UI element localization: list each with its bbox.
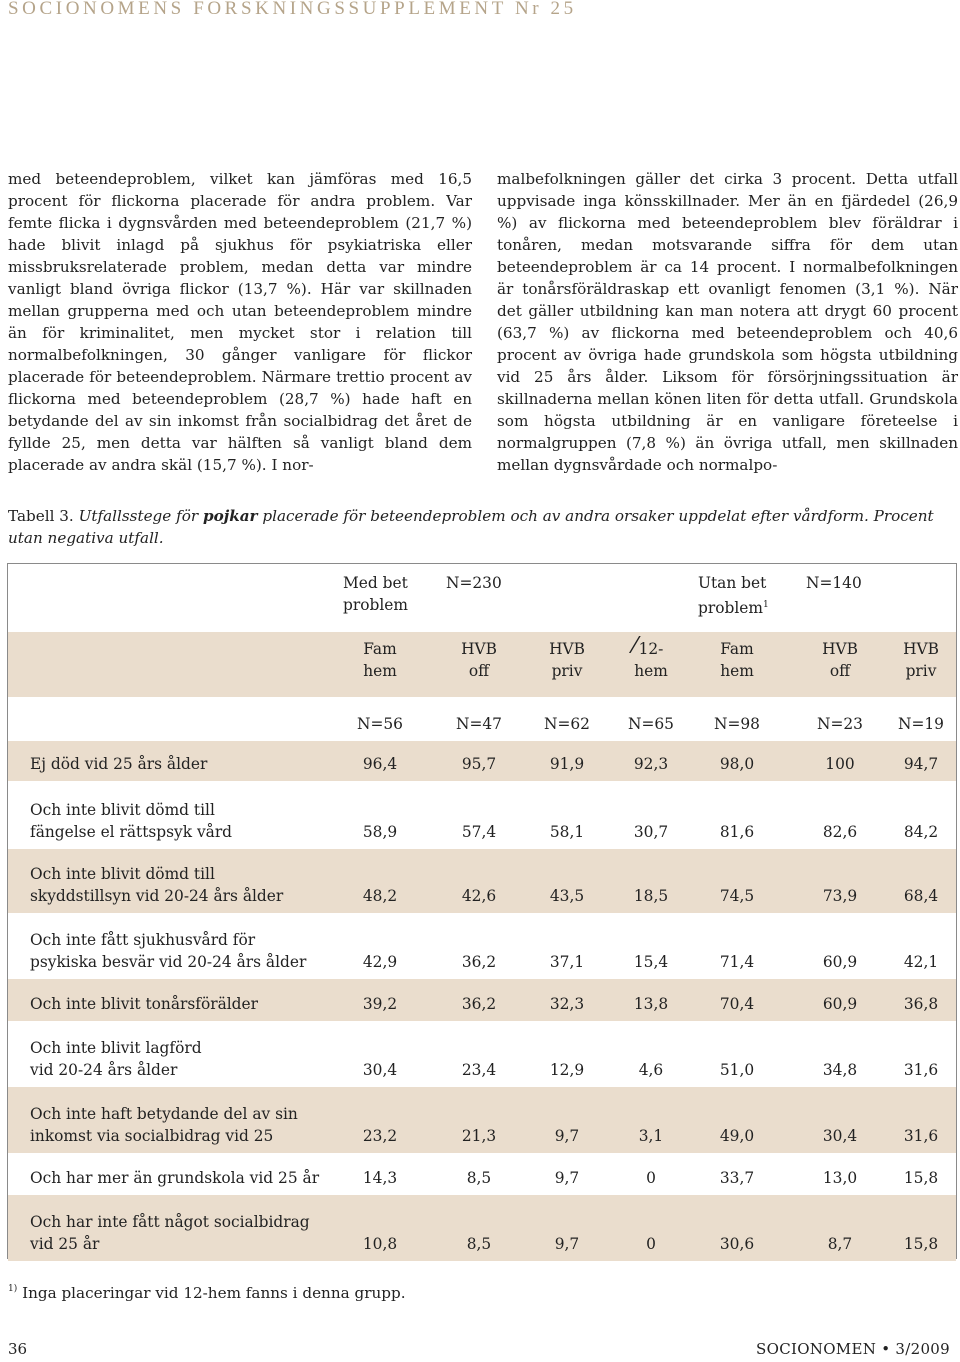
value-cell: 42,6 — [461, 887, 497, 905]
column-footnote-ref: ⁄ — [633, 634, 637, 659]
value-cell: 13,0 — [822, 1169, 858, 1187]
caption-emphasis: pojkar — [202, 507, 258, 525]
value-cell: 81,6 — [719, 823, 755, 841]
value-cell: 9,7 — [554, 1235, 580, 1253]
value-cell: 49,0 — [719, 1127, 755, 1145]
table-row — [8, 741, 956, 781]
value-cell: 92,3 — [633, 755, 669, 773]
row-label — [30, 863, 330, 907]
body-text-left-column: med beteendeproblem, vilket kan jämföras med 16,5 procent för flickorna placerade för andra problem. Var femte flicka i dygnsvården med beteendeproblem (21,7 %) hade blivit inlagd på sjukhus för psykiatriska eller missbruksrelaterade problem, medan detta var mindre vanligt bland övriga flickor (13,7 %). Här var skillnaden mellan grupperna med och utan beteendeproblem mindre än för kriminalitet, men mycket stor i relation till normalbefolkningen, 30 gånger vanligare för flickor placerade för beteendeproblem. Närmare trettio procent av flickorna med beteendeproblem (28,7 %) hade haft en betydande del av sin inkomst från socialbidrag det året de fyllde 25, men detta var hälften så vanligt bland dem placerade av andra skäl (15,7 %). I nor- — [8, 170, 472, 474]
value-cell: 84,2 — [903, 823, 939, 841]
row-label — [30, 1167, 330, 1189]
value-cell: 21,3 — [461, 1127, 497, 1145]
table-row — [8, 849, 956, 913]
value-cell: 82,6 — [822, 823, 858, 841]
row-label-line2: skyddstillsyn vid 20-24 års ålder — [30, 887, 284, 905]
running-head-text: SOCIONOMENS FORSKNINGSSUPPLEMENT Nr 25 — [8, 0, 577, 19]
sample-size-row — [8, 697, 956, 741]
body-text-right-column: malbefolkningen gäller det cirka 3 procent. Detta utfall uppvisade inga könsskillnader. Mer än en fjärdedel (26,9 %) av flickorna med beteendeproblem blev föräldrar i tonåren, medan motsvarande siffra för dem utan beteendeproblem är ca 14 procent. I normalbefolkningen är tonårsföräldraskap ett ovanligt fenomen (3,1 %). När det gäller utbildning kan man notera att drygt 60 procent (63,7 %) av flickorna med beteendeproblem och 40,6 procent av övriga hade grundskola som högsta utbildning vid 25 års ålder. Liksom för försörjningssituation är skillnaderna mellan könen liten för detta utfall. Grundskola som högsta utbildning är en vanligare företeelse i normalgruppen (7,8 %) än övriga utfall, men skillnaden mellan dygnsvårdade och normalpo- — [497, 170, 958, 474]
value-cell: 74,5 — [719, 887, 755, 905]
value-cell: 14,3 — [362, 1169, 398, 1187]
value-cell: 31,6 — [903, 1061, 939, 1079]
table-row — [8, 1153, 956, 1195]
value-cell: 48,2 — [362, 887, 398, 905]
value-cell: 33,7 — [719, 1169, 755, 1187]
group-with-problem-n: N=230 — [446, 574, 502, 592]
table-row — [8, 979, 956, 1021]
row-label-line1: Och har inte fått något socialbidrag — [30, 1213, 310, 1231]
value-cell: 23,2 — [362, 1127, 398, 1145]
page-number: 36 — [8, 1340, 28, 1358]
value-cell: 30,7 — [633, 823, 669, 841]
row-label-line2: vid 25 år — [30, 1235, 100, 1253]
value-cell: 70,4 — [719, 995, 755, 1013]
group-header-row — [8, 564, 956, 632]
value-cell: 18,5 — [633, 887, 669, 905]
value-cell: 43,5 — [549, 887, 585, 905]
value-cell: 15,8 — [903, 1169, 939, 1187]
value-cell: 57,4 — [461, 823, 497, 841]
column-header-4 — [611, 634, 691, 682]
value-cell: 58,1 — [549, 823, 585, 841]
column-header-6 — [800, 638, 880, 682]
outcome-table — [7, 563, 957, 1259]
row-label-line2: inkomst via socialbidrag vid 25 — [30, 1127, 274, 1145]
column-header-line2: hem — [720, 662, 754, 680]
value-cell: 8,5 — [466, 1235, 492, 1253]
value-cell: 95,7 — [461, 755, 497, 773]
row-label — [30, 799, 330, 843]
column-header-line1: HVB — [903, 640, 939, 658]
column-header-5 — [697, 638, 777, 682]
sample-size-cell: N=19 — [898, 715, 944, 733]
value-cell: 71,4 — [719, 953, 755, 971]
table-row — [8, 1021, 956, 1087]
journal-issue: SOCIONOMEN • 3/2009 — [756, 1340, 950, 1358]
row-label-line2: vid 20-24 års ålder — [30, 1061, 178, 1079]
column-header-line2: hem — [363, 662, 397, 680]
value-cell: 94,7 — [903, 755, 939, 773]
value-cell: 32,3 — [549, 995, 585, 1013]
value-cell: 51,0 — [719, 1061, 755, 1079]
row-label-line1: Och inte blivit dömd till — [30, 801, 215, 819]
sample-size-cell: N=47 — [456, 715, 502, 733]
value-cell: 36,2 — [461, 995, 497, 1013]
column-header-line2: priv — [551, 662, 583, 680]
value-cell: 13,8 — [633, 995, 669, 1013]
value-cell: 73,9 — [822, 887, 858, 905]
column-header-line1: HVB — [461, 640, 497, 658]
row-label-line1: Och inte haft betydande del av sin — [30, 1105, 298, 1123]
group-with-problem-label-line2: problem — [343, 596, 408, 614]
sample-size-cell: N=23 — [817, 715, 863, 733]
value-cell: 8,7 — [827, 1235, 853, 1253]
row-label — [30, 1103, 330, 1147]
column-header-line1: Fam — [720, 640, 754, 658]
value-cell: 39,2 — [362, 995, 398, 1013]
column-header-3 — [527, 638, 607, 682]
group-without-problem-label-line2: problem$^1$ — [698, 599, 769, 617]
group-with-problem-label-line1: Med bet — [343, 574, 408, 592]
table-row — [8, 1195, 956, 1261]
value-cell: 100 — [825, 755, 855, 773]
value-cell: 9,7 — [554, 1169, 580, 1187]
value-cell: 68,4 — [903, 887, 939, 905]
sample-size-cell: N=62 — [544, 715, 590, 733]
row-label-line1: Och inte fått sjukhusvård för — [30, 931, 256, 949]
value-cell: 3,1 — [638, 1127, 664, 1145]
row-label-line2: fängelse el rättspsyk vård — [30, 823, 233, 841]
caption-label: Tabell 3. — [8, 507, 74, 525]
value-cell: 0 — [646, 1169, 656, 1187]
column-header-line2: off — [829, 662, 851, 680]
value-cell: 8,5 — [466, 1169, 492, 1187]
sample-size-cell: N=98 — [714, 715, 760, 733]
caption-text-start: Utfallsstege för — [78, 507, 199, 525]
value-cell: 10,8 — [362, 1235, 398, 1253]
value-cell: 36,2 — [461, 953, 497, 971]
column-header-line1: HVB — [549, 640, 585, 658]
column-header-line1: Fam — [363, 640, 397, 658]
value-cell: 30,4 — [822, 1127, 858, 1145]
value-cell: 12,9 — [549, 1061, 585, 1079]
value-cell: 9,7 — [554, 1127, 580, 1145]
row-label-line1: Ej död vid 25 års ålder — [30, 755, 208, 773]
value-cell: 34,8 — [822, 1061, 858, 1079]
column-header-7 — [881, 638, 960, 682]
footnote-text: Inga placeringar vid 12-hem fanns i denna grupp. — [22, 1284, 406, 1302]
column-header-line1: HVB — [822, 640, 858, 658]
row-label-line1: Och inte blivit lagförd — [30, 1039, 202, 1057]
value-cell: 58,9 — [362, 823, 398, 841]
value-cell: 30,6 — [719, 1235, 755, 1253]
sample-size-cell: N=65 — [628, 715, 674, 733]
row-label — [30, 1211, 330, 1255]
row-label — [30, 929, 330, 973]
value-cell: 96,4 — [362, 755, 398, 773]
value-cell: 98,0 — [719, 755, 755, 773]
value-cell: 60,9 — [822, 995, 858, 1013]
value-cell: 42,9 — [362, 953, 398, 971]
value-cell: 42,1 — [903, 953, 939, 971]
table-row — [8, 1087, 956, 1153]
group-without-problem-n: N=140 — [806, 574, 862, 592]
value-cell: 60,9 — [822, 953, 858, 971]
group-without-footnote-ref: 1 — [762, 600, 769, 610]
caption-text-end: placerade för beteendeproblem och av andra orsaker uppdelat efter vårdform. Procent utan negativa utfall. — [8, 507, 934, 547]
table-row — [8, 781, 956, 849]
row-label-line1: Och inte blivit dömd till — [30, 865, 215, 883]
sample-size-cell: N=56 — [357, 715, 403, 733]
value-cell: 15,4 — [633, 953, 669, 971]
row-label-line2: psykiska besvär vid 20-24 års ålder — [30, 953, 307, 971]
value-cell: 37,1 — [549, 953, 585, 971]
value-cell: 0 — [646, 1235, 656, 1253]
column-header-line2: off — [468, 662, 490, 680]
table-caption — [8, 505, 958, 549]
value-cell: 15,8 — [903, 1235, 939, 1253]
row-label — [30, 993, 330, 1015]
value-cell: 23,4 — [461, 1061, 497, 1079]
column-header-row — [8, 632, 956, 697]
value-cell: 91,9 — [549, 755, 585, 773]
footnote — [8, 1284, 406, 1302]
group-without-problem-label-line1: Utan bet — [698, 574, 767, 592]
table-row — [8, 913, 956, 979]
value-cell: 31,6 — [903, 1127, 939, 1145]
column-header-1 — [340, 638, 420, 682]
column-header-line2: priv — [905, 662, 937, 680]
footnote-marker: 1) — [8, 1284, 18, 1294]
value-cell: 4,6 — [638, 1061, 664, 1079]
value-cell: 36,8 — [903, 995, 939, 1013]
column-header-2 — [439, 638, 519, 682]
row-label — [30, 1037, 330, 1081]
column-header-line1: 12- — [638, 640, 664, 658]
value-cell: 30,4 — [362, 1061, 398, 1079]
row-label-line1: Och har mer än grundskola vid 25 år — [30, 1169, 320, 1187]
row-label-line1: Och inte blivit tonårsförälder — [30, 995, 258, 1013]
column-header-line2: hem — [634, 662, 668, 680]
row-label — [30, 753, 330, 775]
